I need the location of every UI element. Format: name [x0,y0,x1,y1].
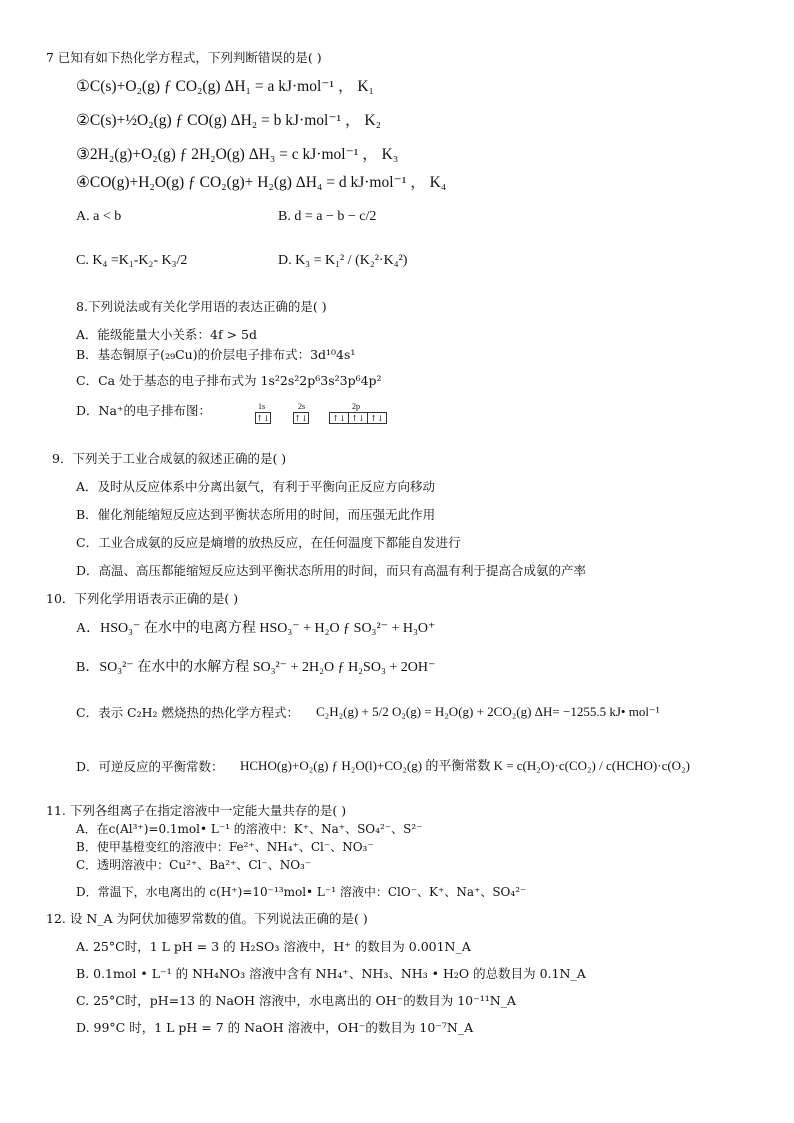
orbital-box-2p-3: ↑↓ [367,412,387,424]
q10-option-c-text: C．表示 C₂H₂ 燃烧热的热化学方程式： [76,705,299,720]
q7-stem: 7 已知有如下热化学方程式，下列判断错误的是( ) [46,50,322,65]
q7-equation-3: ③2H₂(g)+O₂(g) ƒ 2H₂O(g) ΔH₃ = c kJ·mol⁻¹ ， K₃ [76,146,399,163]
q7-option-c: C. K₄ =K₁-K₂- K₃/2 [76,253,188,268]
q9-option-b: B．催化剂能缩短反应达到平衡状态所用的时间，而压强无此作用 [76,507,436,522]
q11-option-b: B．使甲基橙变红的溶液中：Fe²⁺、NH₄⁺、Cl⁻、NO₃⁻ [76,840,374,854]
q7-equation-2: ②C(s)+½O₂(g) ƒ CO(g) ΔH₂ = b kJ·mol⁻¹ ， K₂ [76,112,382,129]
q11-option-d: D．常温下，水电离出的 c(H⁺)=10⁻¹³mol• L⁻¹ 溶液中：ClO⁻、K⁺、Na⁺、SO₄²⁻ [76,885,527,899]
q7-option-a: A. a < b [76,209,122,224]
q7-equation-4: ④CO(g)+H₂O(g) ƒ CO₂(g)+ H₂(g) ΔH₄ = d kJ·mol⁻¹ ， K₄ [76,174,447,191]
q11-option-c: C．透明溶液中：Cu²⁺、Ba²⁺、Cl⁻、NO₃⁻ [76,858,312,872]
orbital-box-1s: ↑↓ [256,414,270,423]
q7-option-b: B. d = a − b − c/2 [278,209,377,224]
q11-stem: 11. 下列各组离子在指定溶液中一定能大量共存的是( ) [46,803,347,818]
q9-option-c: C．工业合成氨的反应是熵增的放热反应，在任何温度下都能自发进行 [76,535,461,550]
q11-option-a: A．在c(Al³⁺)=0.1mol• L⁻¹ 的溶液中：K⁺、Na⁺、SO₄²⁻、S²⁻ [76,822,423,836]
orbital-box-2p-1: ↑↓ [329,412,349,424]
q12-stem: 12. 设 N_A 为阿伏加德罗常数的值。下列说法正确的是( ) [46,911,368,926]
q9-option-d: D．高温、高压都能缩短反应达到平衡状态所用的时间，而只有高温有利于提高合成氨的产率 [76,563,587,578]
q9-stem: 9．下列关于工业合成氨的叙述正确的是( ) [52,451,287,466]
q8-option-b: B．基态铜原子(₂₉Cu)的价层电子排布式：3d¹⁰4s¹ [76,347,356,362]
q7-equation-1: ①C(s)+O₂(g) ƒ CO₂(g) ΔH₁ = a kJ·mol⁻¹ ， K₁ [76,78,374,95]
orbital-label-2p: 2p [352,402,360,411]
orbital-label-1s: 1s [258,402,266,411]
q8-option-d: D．Na⁺的电子排布图： [76,403,212,418]
orbital-box-2s: ↑↓ [294,414,308,423]
q10-option-b: B．SO₃²⁻ 在水中的水解方程 SO₃²⁻ + 2H₂O ƒ H₂SO₃ + 2OH⁻ [76,660,436,675]
q8-option-a: A．能级能量大小关系：4f > 5d [76,327,257,342]
orbital-label-2s: 2s [298,402,306,411]
q8-option-c: C．Ca 处于基态的电子排布式为 1s²2s²2p⁶3s²3p⁶4p² [76,373,382,388]
q10-option-d-equation: HCHO(g)+O₂(g) ƒ H₂O(l)+CO₂(g) 的平衡常数 K = c(H₂O)·c(CO₂) / c(HCHO)·c(O₂) [240,758,690,773]
orbital-box-2p-2: ↑↓ [348,412,368,424]
q12-option-c: C. 25°C时，pH=13 的 NaOH 溶液中，水电离出的 OH⁻的数目为 10⁻¹¹N_A [76,993,516,1008]
q12-option-d: D. 99°C 时，1 L pH = 7 的 NaOH 溶液中，OH⁻的数目为 10⁻⁷N_A [76,1020,474,1035]
q10-stem: 10．下列化学用语表示正确的是( ) [46,591,239,606]
q10-option-a: A．HSO₃⁻ 在水中的电离方程 HSO₃⁻ + H₂O ƒ SO₃²⁻ + H₃O⁺ [76,621,436,636]
q10-option-d-text: D．可逆反应的平衡常数： [76,759,224,774]
q7-option-d: D. K₃ = K₁² / (K₂²·K₄²) [278,253,408,268]
q12-option-a: A. 25°C时，1 L pH = 3 的 H₂SO₃ 溶液中，H⁺ 的数目为 0.001N_A [76,939,471,954]
q12-option-b: B. 0.1mol • L⁻¹ 的 NH₄NO₃ 溶液中含有 NH₄⁺、NH₃、NH₃ • H₂O 的总数目为 0.1N_A [76,966,586,981]
q9-option-a: A．及时从反应体系中分离出氨气，有利于平衡向正反应方向移动 [76,479,436,494]
q8-stem: 8.下列说法或有关化学用语的表达正确的是( ) [76,299,327,314]
q10-option-c-equation: C₂H₂(g) + 5/2 O₂(g) = H₂O(g) + 2CO₂(g) ΔH= −1255.5 kJ• mol⁻¹ [316,704,660,719]
